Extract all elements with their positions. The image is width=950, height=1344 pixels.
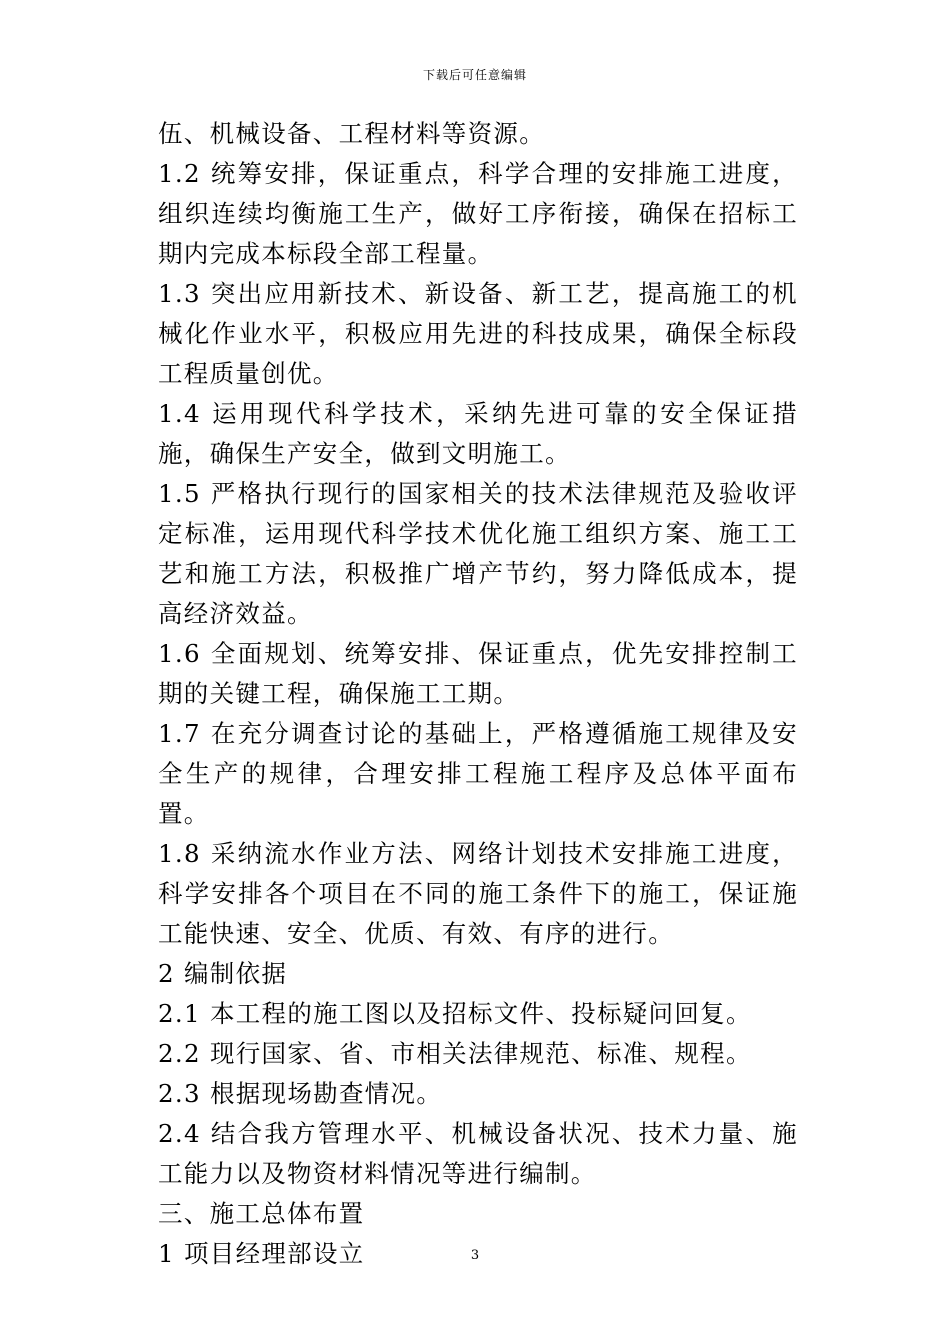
paragraph: 1.4 运用现代科学技术，采纳先进可靠的安全保证措施，确保生产安全，做到文明施工。 — [158, 399, 798, 468]
paragraph: 2.2 现行国家、省、市相关法律规范、标准、规程。 — [158, 1039, 752, 1068]
paragraph: 1.8 采纳流水作业方法、网络计划技术安排施工进度，科学安排各个项目在不同的施工条件下的施工，保证施工能快速、安全、优质、有效、有序的进行。 — [158, 839, 798, 948]
paragraph: 1.7 在充分调查讨论的基础上，严格遵循施工规律及安全生产的规律，合理安排工程施工程序及总体平面布置。 — [158, 719, 798, 828]
paragraph: 伍、机械设备、工程材料等资源。 — [158, 119, 545, 148]
section-heading: 2 编制依据 — [158, 959, 288, 988]
paragraph: 2.4 结合我方管理水平、机械设备状况、技术力量、施工能力以及物资材料情况等进行编制。 — [158, 1119, 798, 1188]
page-header: 下载后可任意编辑 — [422, 68, 527, 82]
document-body — [158, 114, 798, 1274]
paragraph: 2.1 本工程的施工图以及招标文件、投标疑问回复。 — [158, 999, 752, 1028]
paragraph: 1.2 统筹安排，保证重点，科学合理的安排施工进度，组织连续均衡施工生产，做好工序衔接，确保在招标工期内完成本标段全部工程量。 — [158, 159, 798, 268]
chapter-heading: 三、施工总体布置 — [158, 1199, 365, 1228]
paragraph: 1.6 全面规划、统筹安排、保证重点，优先安排控制工期的关键工程，确保施工工期。 — [158, 639, 798, 708]
page-number: 3 — [470, 1248, 480, 1263]
section-heading: 1 项目经理部设立 — [158, 1239, 365, 1268]
paragraph: 1.5 严格执行现行的国家相关的技术法律规范及验收评定标准，运用现代科学技术优化施工组织方案、施工工艺和施工方法，积极推广增产节约，努力降低成本，提高经济效益。 — [158, 479, 798, 628]
paragraph: 2.3 根据现场勘查情况。 — [158, 1079, 443, 1108]
paragraph: 1.3 突出应用新技术、新设备、新工艺，提高施工的机械化作业水平，积极应用先进的科技成果，确保全标段工程质量创优。 — [158, 279, 798, 388]
